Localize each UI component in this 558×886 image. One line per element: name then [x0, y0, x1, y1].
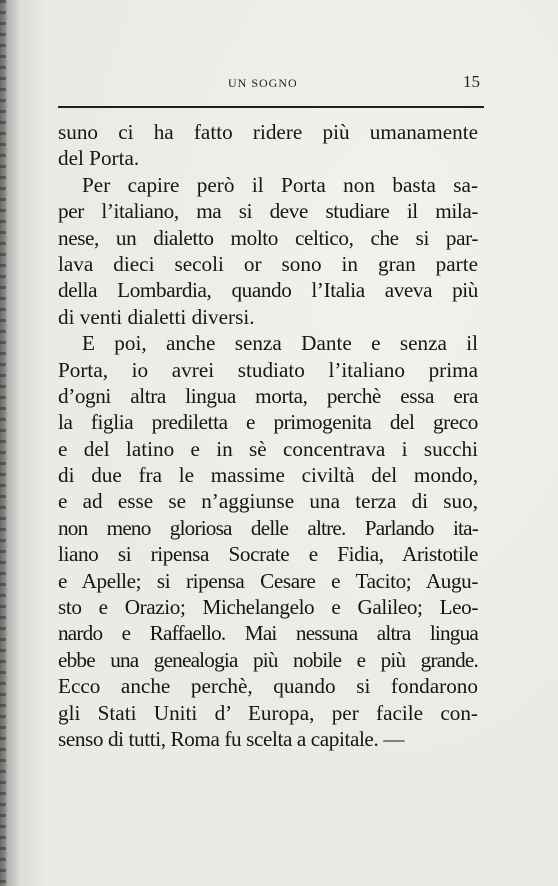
binding-shadow [0, 0, 48, 886]
text-line: E poi, anche senza Dante e senza il [82, 331, 478, 356]
text-line: della Lombardia, quando l’Italia aveva più [58, 278, 478, 303]
text-line: e Apelle; si ripensa Cesare e Tacito; Augu- [58, 568, 478, 593]
text-line: di venti dialetti diversi. [58, 304, 255, 329]
text-line: nardo e Raffaello. Mai nessuna altra lingua [58, 621, 478, 646]
text-line: per l’italiano, ma si deve studiare il mila- [58, 199, 478, 224]
text-line: lava dieci secoli or sono in gran parte [58, 251, 478, 276]
text-line: di due fra le massime civiltà del mondo, [58, 463, 478, 488]
text-line: suno ci ha fatto ridere più umanamente [58, 120, 478, 144]
text-line: senso di tutti, Roma fu scelta a capitale. — [58, 726, 405, 751]
text-line: Porta, io avrei studiato l’italiano prima [58, 357, 478, 382]
header-rule [58, 106, 484, 108]
page-number: 15 [463, 72, 480, 91]
page-edge [0, 0, 6, 886]
text-line: e ad esse se n’aggiunse una terza di suo, [58, 489, 478, 514]
text-line: gli Stati Uniti d’ Europa, per facile con- [58, 700, 478, 725]
text-line: Per capire però il Porta non basta sa- [82, 172, 478, 197]
text-line: e del latino e in sè concentrava i succhi [58, 436, 478, 461]
text-line: del Porta. [58, 146, 140, 171]
text-line: Ecco anche perchè, quando si fondarono [58, 674, 478, 699]
text-line: liano si ripensa Socrate e Fidia, Aristotile [58, 542, 478, 567]
running-head: UN SOGNO [228, 76, 298, 90]
page-header [60, 74, 480, 96]
text-line: non meno gloriosa delle altre. Parlando ita- [58, 515, 478, 540]
text-line: d’ogni altra lingua morta, perchè essa era [58, 383, 478, 408]
text-line: ebbe una genealogia più nobile e più grande. [58, 647, 478, 672]
body-text [58, 119, 478, 752]
text-line: sto e Orazio; Michelangelo e Galileo; Leo- [58, 595, 478, 620]
text-line: la figlia prediletta e primogenita del greco [58, 410, 478, 435]
text-line: nese, un dialetto molto celtico, che si par- [58, 225, 478, 250]
